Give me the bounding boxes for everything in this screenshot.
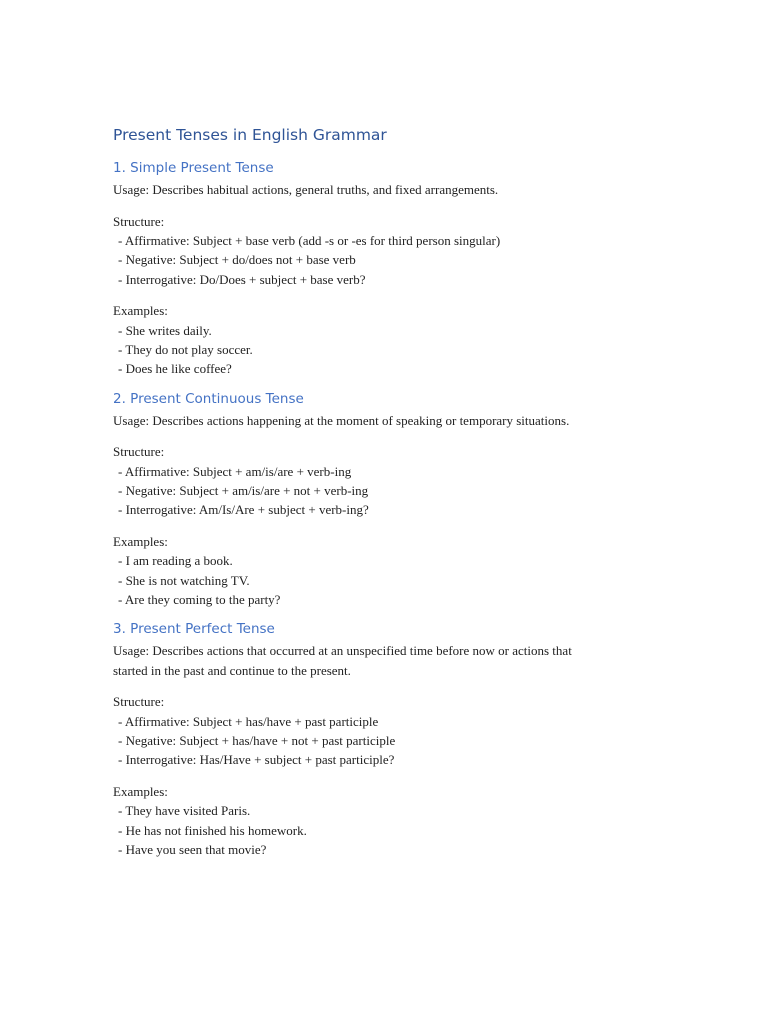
section-heading: 2. Present Continuous Tense <box>113 390 304 407</box>
paragraph-spacer <box>113 430 653 443</box>
structure-item-negative: - Negative: Subject + am/is/are + not + verb-ing <box>118 483 369 499</box>
example-item: - She is not watching TV. <box>118 572 250 588</box>
example-item: - He has not finished his homework. <box>118 822 307 838</box>
usage-text: Usage: Describes actions happening at the moment of speaking or temporary situations. <box>113 412 570 428</box>
example-item: - I am reading a book. <box>118 553 233 569</box>
usage-text: Usage: Describes habitual actions, general truths, and fixed arrangements. <box>113 182 499 197</box>
section-heading: 3. Present Perfect Tense <box>113 621 275 638</box>
examples-label: Examples: <box>113 784 168 800</box>
structure-item-interrogative: - Interrogative: Am/Is/Are + subject + verb-ing? <box>118 502 369 518</box>
examples-label: Examples: <box>113 534 168 550</box>
document-title: Present Tenses in English Grammar <box>113 126 387 144</box>
structure-item-negative: - Negative: Subject + has/have + not + past participle <box>118 733 396 749</box>
example-item: - Have you seen that movie? <box>118 842 267 858</box>
document-page <box>113 124 653 859</box>
paragraph-spacer <box>113 199 653 212</box>
examples-label: Examples: <box>113 303 168 319</box>
structure-label: Structure: <box>113 444 165 460</box>
usage-text-line-1: Usage: Describes actions that occurred at an unspecified time before now or actions that <box>113 643 572 659</box>
paragraph-spacer <box>113 680 653 693</box>
structure-item-negative: - Negative: Subject + do/does not + base verb <box>118 252 356 268</box>
section-present-perfect <box>113 619 653 859</box>
section-simple-present <box>113 158 653 379</box>
structure-item-interrogative: - Interrogative: Do/Does + subject + base verb? <box>118 271 366 287</box>
structure-label: Structure: <box>113 694 165 710</box>
section-present-continuous <box>113 389 653 610</box>
paragraph-spacer <box>113 289 653 302</box>
structure-item-affirmative: - Affirmative: Subject + base verb (add -s or -es for third person singular) <box>118 233 501 249</box>
example-item: - They have visited Paris. <box>118 803 251 819</box>
structure-item-affirmative: - Affirmative: Subject + am/is/are + verb-ing <box>118 463 352 479</box>
structure-item-affirmative: - Affirmative: Subject + has/have + past participle <box>118 713 379 729</box>
example-item: - She writes daily. <box>118 322 212 338</box>
section-spacer <box>113 379 653 389</box>
example-item: - Does he like coffee? <box>118 361 232 377</box>
paragraph-spacer <box>113 770 653 783</box>
example-item: - Are they coming to the party? <box>118 592 281 608</box>
example-item: - They do not play soccer. <box>118 342 253 358</box>
section-spacer <box>113 609 653 619</box>
usage-text-line-2: started in the past and continue to the present. <box>113 662 351 678</box>
structure-label: Structure: <box>113 213 165 229</box>
structure-item-interrogative: - Interrogative: Has/Have + subject + past participle? <box>118 752 395 768</box>
paragraph-spacer <box>113 520 653 533</box>
section-heading: 1. Simple Present Tense <box>113 160 274 176</box>
